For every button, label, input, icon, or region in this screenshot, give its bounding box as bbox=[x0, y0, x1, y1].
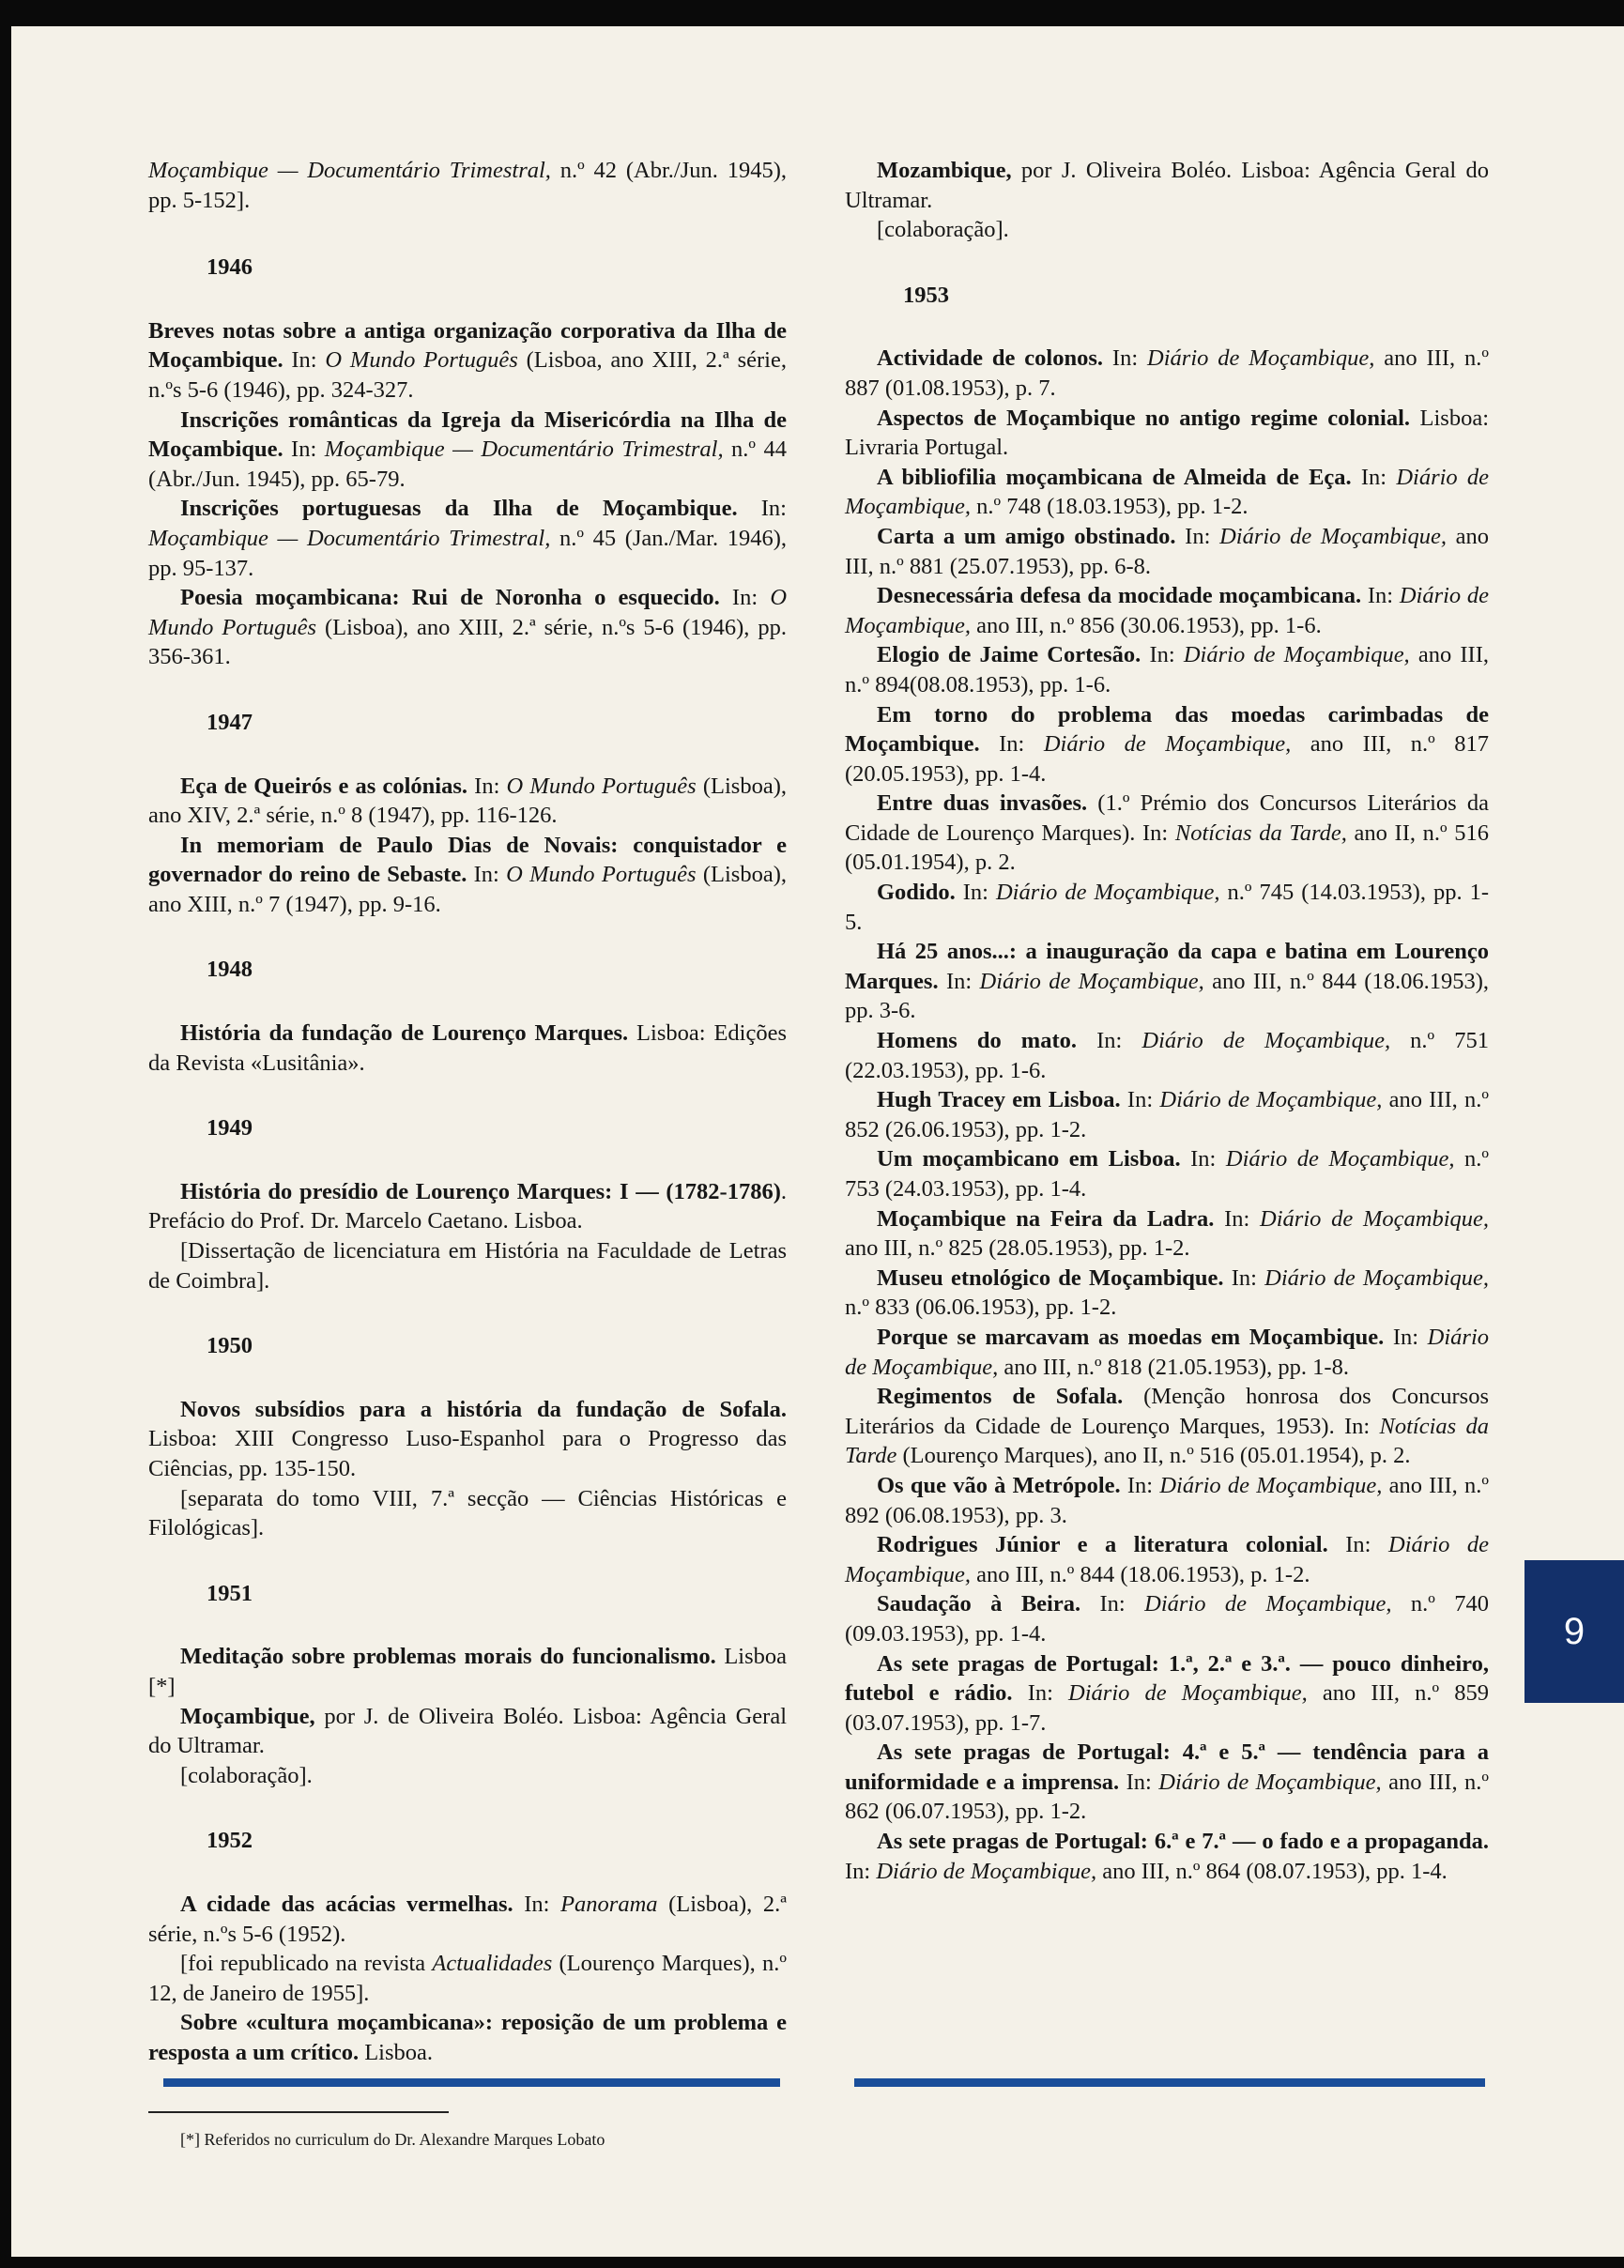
entry-publication: Diário de Moçambique, bbox=[1264, 1264, 1489, 1291]
right-column bbox=[845, 156, 1489, 1886]
bibliography-entry bbox=[845, 1144, 1489, 1203]
entry-title: Inscrições portuguesas da Ilha de Moçambique. bbox=[180, 496, 738, 522]
entry-title: Porque se marcavam as moedas em Moçambique. bbox=[877, 1324, 1385, 1350]
entry-publication: Diário de Moçambique, bbox=[995, 880, 1220, 906]
entry-publication: Diário de Moçambique, bbox=[979, 968, 1204, 994]
bibliography-entry bbox=[845, 1471, 1489, 1530]
entry-text: ano III, n.º 844 (18.06.1953), pp. 3-6. bbox=[845, 968, 1490, 1024]
entry-text: ano III, n.º 892 (06.08.1953), pp. 3. bbox=[845, 1472, 1489, 1528]
right-footer-bar bbox=[854, 2078, 1485, 2087]
entry-text: In: bbox=[1012, 1680, 1069, 1707]
bibliography-entry bbox=[845, 156, 1489, 215]
entry-title: Um moçambicano em Lisboa. bbox=[877, 1146, 1181, 1172]
year-heading: 1952 bbox=[207, 1828, 253, 1854]
bibliography-entry bbox=[148, 2008, 787, 2067]
entry-publication: Actualidades bbox=[432, 1951, 553, 1977]
entry-text: In: bbox=[283, 437, 325, 463]
entry-title: Novos subsídios para a história da fundação de Sofala. bbox=[180, 1396, 787, 1422]
entry-text: ano III, n.º 817 (20.05.1953), pp. 1-4. bbox=[845, 731, 1490, 787]
entry-text: ano III, n.º 887 (01.08.1953), p. 7. bbox=[845, 345, 1490, 401]
year-heading: 1950 bbox=[207, 1333, 253, 1359]
entry-title: Há 25 anos...: a inauguração da capa e batina em Lourenço Marques. bbox=[845, 939, 1489, 994]
entry-text: Lisboa. bbox=[359, 2039, 434, 2065]
entry-publication: Diário de Moçambique, bbox=[1043, 731, 1292, 758]
page-number: 9 bbox=[1563, 1610, 1586, 1652]
entry-text: ano III, n.º 856 (30.06.1953), pp. 1-6. bbox=[971, 612, 1322, 638]
bibliography-entry bbox=[845, 1323, 1489, 1382]
entry-text: n.º 45 (Jan./Mar. 1946), pp. 95-137. bbox=[148, 525, 787, 581]
entry-publication: Diário de Moçambique, bbox=[1158, 1769, 1382, 1795]
entry-title: As sete pragas de Portugal: 1.ª, 2.ª e 3.ª. — pouco dinheiro, futebol e rádio. bbox=[845, 1650, 1489, 1707]
entry-text: n.º 44 (Abr./Jun. 1945), pp. 65-79. bbox=[148, 437, 787, 492]
year-heading: 1949 bbox=[207, 1115, 253, 1142]
entry-text: In: bbox=[938, 968, 980, 994]
entry-text: [colaboração]. bbox=[180, 1762, 313, 1788]
entry-title: Breves notas sobre a antiga organização corporativa da Ilha de Moçambique. bbox=[148, 317, 787, 374]
entry-text: [Dissertação de licenciatura em História na Faculdade de Letras de Coimbra]. bbox=[148, 1238, 787, 1294]
footnote-rule bbox=[148, 2111, 449, 2113]
entry-text: ano II, n.º 516 (05.01.1954), p. 2. bbox=[845, 820, 1489, 876]
bibliography-entry bbox=[845, 789, 1489, 878]
entry-text: n.º 740 (09.03.1953), pp. 1-4. bbox=[845, 1591, 1490, 1647]
entry-text: (Lourenço Marques), ano II, n.º 516 (05.01.1954), p. 2. bbox=[896, 1443, 1411, 1469]
entry-text: (Lisboa), 2.ª série, n.ºs 5-6 (1952). bbox=[148, 1891, 787, 1947]
entry-title: Aspectos de Moçambique no antigo regime colonial. bbox=[877, 405, 1411, 431]
bibliography-entry bbox=[148, 1642, 787, 1701]
bibliography-entry bbox=[148, 583, 787, 672]
entry-publication: Diário de Moçambique, bbox=[1147, 345, 1375, 372]
entry-text: n.º 42 (Abr./Jun. 1945), pp. 5-152]. bbox=[148, 158, 787, 213]
bibliography-entry bbox=[845, 1085, 1489, 1144]
bibliography-entry bbox=[845, 1264, 1489, 1323]
entry-title: Elogio de Jaime Cortesão. bbox=[877, 642, 1141, 668]
entry-title: Desnecessária defesa da mocidade moçambicana. bbox=[877, 583, 1362, 609]
bibliography-entry bbox=[845, 463, 1489, 522]
entry-publication: Notícias da Tarde bbox=[845, 1413, 1490, 1469]
entry-text: (Lisboa), ano XIII, 2.ª série, n.ºs 5-6 (1946), pp. 356-361. bbox=[148, 614, 787, 670]
entry-title: Mozambique, bbox=[877, 158, 1012, 183]
entry-text: ano III, n.º 862 (06.07.1953), pp. 1-2. bbox=[845, 1769, 1490, 1825]
bibliography-entry bbox=[148, 831, 787, 920]
entry-text: n.º 753 (24.03.1953), pp. 1-4. bbox=[845, 1146, 1489, 1202]
document-page bbox=[11, 26, 1624, 2257]
year-heading: 1946 bbox=[207, 254, 253, 281]
bibliography-entry bbox=[845, 1649, 1489, 1739]
entry-text: In: bbox=[467, 862, 507, 888]
entry-text: In: bbox=[1223, 1264, 1265, 1291]
entry-text: In: bbox=[1180, 1146, 1226, 1172]
entry-text: In: bbox=[1120, 1472, 1160, 1498]
entry-text: Lisboa [*] bbox=[148, 1644, 788, 1699]
entry-publication: O Mundo Português bbox=[506, 773, 697, 799]
entry-text: (1.º Prémio dos Concursos Literários da Cidade de Lourenço Marques). In: bbox=[845, 790, 1489, 846]
entry-text: In: bbox=[979, 731, 1044, 758]
entry-text: por J. de Oliveira Boléo. Lisboa: Agência Geral do Ultramar. bbox=[148, 1703, 787, 1759]
entry-publication: O Mundo Português bbox=[506, 862, 697, 888]
bibliography-entry bbox=[845, 404, 1489, 463]
entry-title: Moçambique, bbox=[180, 1703, 315, 1729]
entry-title: Inscrições românticas da Igreja da Misericórdia na Ilha de Moçambique. bbox=[148, 406, 787, 463]
entry-publication: Diário de Moçambique, bbox=[845, 1324, 1490, 1380]
bibliography-entry bbox=[845, 1530, 1489, 1589]
bibliography-entry bbox=[148, 1395, 787, 1484]
entry-publication: Diário de Moçambique, bbox=[845, 1532, 1490, 1587]
entry-text: ano III, n.º 825 (28.05.1953), pp. 1-2. bbox=[845, 1235, 1190, 1262]
entry-publication: Diário de Moçambique, bbox=[1225, 1146, 1455, 1172]
bibliography-entry bbox=[148, 316, 787, 406]
bibliography-entry bbox=[148, 1890, 787, 1949]
entry-text: [colaboração]. bbox=[877, 217, 1009, 243]
entry-text: (Lisboa, ano XIII, 2.ª série, n.ºs 5-6 (1946), pp. 324-327. bbox=[148, 347, 787, 403]
bibliography-entry bbox=[148, 1177, 787, 1236]
bibliography-entry bbox=[148, 1761, 787, 1791]
footnote: [*] Referidos no curriculum do Dr. Alexandre Marques Lobato bbox=[180, 2129, 605, 2149]
entry-text: (Lourenço Marques), n.º 12, de Janeiro de 1955]. bbox=[148, 1951, 787, 2006]
bibliography-entry bbox=[148, 494, 787, 583]
entry-text: (Lisboa), ano XIII, n.º 7 (1947), pp. 9-16. bbox=[148, 862, 788, 917]
entry-text: In: bbox=[513, 1891, 561, 1917]
entry-title: História da fundação de Lourenço Marques. bbox=[180, 1020, 629, 1047]
bibliography-entry bbox=[845, 1827, 1489, 1886]
entry-title: Hugh Tracey em Lisboa. bbox=[877, 1087, 1121, 1113]
entry-text: In: bbox=[283, 347, 326, 374]
entry-title: Actividade de colonos. bbox=[877, 345, 1103, 372]
bibliography-entry bbox=[845, 1026, 1489, 1085]
entry-title: As sete pragas de Portugal: 6.ª e 7.ª — o fado e a propaganda. bbox=[877, 1829, 1489, 1855]
entry-title: Carta a um amigo obstinado. bbox=[877, 523, 1176, 549]
bibliography-entry bbox=[845, 522, 1489, 581]
bibliography-entry bbox=[845, 1204, 1489, 1264]
year-heading: 1947 bbox=[207, 709, 253, 735]
entry-publication: Diário de Moçambique, bbox=[1159, 1087, 1383, 1113]
bibliography-entry bbox=[148, 772, 787, 831]
entry-text: n.º 748 (18.03.1953), pp. 1-2. bbox=[971, 494, 1249, 520]
year-heading: 1953 bbox=[903, 282, 949, 308]
entry-publication: Diário de Moçambique, bbox=[1141, 1028, 1391, 1054]
entry-text: [separata do tomo VIII, 7.ª secção — Ciências Históricas e Filológicas]. bbox=[148, 1485, 787, 1541]
bibliography-entry bbox=[148, 406, 787, 495]
entry-text: In: bbox=[1327, 1532, 1389, 1558]
entry-title: As sete pragas de Portugal: 4.ª e 5.ª — tendência para a uniformidade e a imprensa. bbox=[845, 1739, 1489, 1795]
entry-title: A cidade das acácias vermelhas. bbox=[180, 1891, 513, 1917]
entry-publication: Moçambique — Documentário Trimestral, bbox=[324, 437, 724, 463]
entry-title: Godido. bbox=[877, 880, 956, 906]
entry-title: Entre duas invasões. bbox=[877, 790, 1088, 817]
entry-publication: Diário de Moçambique, bbox=[876, 1858, 1097, 1884]
entry-text: In: bbox=[1384, 1324, 1428, 1350]
entry-title: Regimentos de Sofala. bbox=[877, 1384, 1124, 1410]
bibliography-entry bbox=[845, 878, 1489, 937]
entry-publication: Panorama bbox=[560, 1891, 658, 1917]
entry-text: ano III, n.º 818 (21.05.1953), pp. 1-8. bbox=[998, 1354, 1349, 1380]
entry-publication: Notícias da Tarde, bbox=[1174, 820, 1347, 846]
entry-text: In: bbox=[1214, 1205, 1261, 1232]
bibliography-entry bbox=[148, 1236, 787, 1295]
entry-publication: Diário de Moçambique, bbox=[845, 464, 1490, 520]
entry-title: Homens do mato. bbox=[877, 1028, 1077, 1054]
entry-title: Os que vão à Metrópole. bbox=[877, 1472, 1121, 1498]
entry-text: Lisboa: Edições da Revista «Lusitânia». bbox=[148, 1020, 788, 1076]
bibliography-entry bbox=[845, 1589, 1489, 1648]
entry-text: [foi republicado na revista bbox=[180, 1951, 433, 1977]
page-number-tab bbox=[1524, 1560, 1624, 1703]
entry-title: A bibliofilia moçambicana de Almeida de Eça. bbox=[877, 464, 1352, 490]
entry-publication: Diário de Moçambique, bbox=[1068, 1680, 1308, 1707]
entry-title: Meditação sobre problemas morais do funcionalismo. bbox=[180, 1644, 716, 1670]
entry-publication: O Mundo Português bbox=[148, 585, 788, 640]
year-heading: 1948 bbox=[207, 957, 253, 983]
bibliography-entry bbox=[845, 344, 1489, 403]
entry-publication: Diário de Moçambique, bbox=[1219, 523, 1447, 549]
entry-title: Saudação à Beira. bbox=[877, 1591, 1081, 1617]
entry-text: In: bbox=[1119, 1769, 1159, 1795]
entry-text: ano III, n.º 881 (25.07.1953), pp. 6-8. bbox=[845, 523, 1490, 579]
entry-text: In: bbox=[1077, 1028, 1142, 1054]
entry-text: por J. Oliveira Boléo. Lisboa: Agência Geral do Ultramar. bbox=[845, 158, 1489, 213]
bibliography-entry bbox=[148, 1019, 787, 1078]
entry-publication: O Mundo Português bbox=[325, 347, 518, 374]
bibliography-entry bbox=[148, 1484, 787, 1543]
entry-text: n.º 833 (06.06.1953), pp. 1-2. bbox=[845, 1295, 1117, 1321]
entry-text: In: bbox=[955, 880, 996, 906]
bibliography-entry bbox=[845, 1738, 1489, 1827]
entry-text: In: bbox=[845, 1858, 877, 1884]
left-footer-bar bbox=[163, 2078, 780, 2087]
entry-title: Rodrigues Júnior e a literatura colonial. bbox=[877, 1532, 1328, 1558]
entry-title: Museu etnológico de Moçambique. bbox=[877, 1264, 1224, 1291]
entry-text: In: bbox=[1080, 1591, 1145, 1617]
entry-publication: Diário de Moçambique, bbox=[1183, 642, 1410, 668]
bibliography-entry bbox=[148, 1702, 787, 1761]
entry-text: In: bbox=[719, 585, 771, 611]
entry-text: (Menção honrosa dos Concursos Literários da Cidade de Lourenço Marques, 1953). In: bbox=[845, 1384, 1489, 1439]
entry-text: In: bbox=[1175, 523, 1220, 549]
entry-text: ano III, n.º 894(08.08.1953), pp. 1-6. bbox=[845, 642, 1489, 697]
bibliography-entry bbox=[148, 1949, 787, 2008]
entry-text: In: bbox=[737, 496, 787, 522]
entry-title: Eça de Queirós e as colónias. bbox=[180, 773, 467, 799]
entry-text: Lisboa: Livraria Portugal. bbox=[845, 405, 1489, 461]
year-heading: 1951 bbox=[207, 1580, 253, 1606]
entry-text: ano III, n.º 864 (08.07.1953), pp. 1-4. bbox=[1096, 1858, 1448, 1884]
entry-title: Poesia moçambicana: Rui de Noronha o esquecido. bbox=[180, 585, 720, 611]
entry-text: n.º 745 (14.03.1953), pp. 1-5. bbox=[845, 880, 1489, 935]
entry-text: ano III, n.º 844 (18.06.1953), p. 1-2. bbox=[971, 1561, 1310, 1587]
entry-text: In: bbox=[467, 773, 507, 799]
entry-title: Moçambique na Feira da Ladra. bbox=[877, 1205, 1215, 1232]
entry-publication: Diário de Moçambique, bbox=[845, 583, 1490, 638]
bibliography-entry bbox=[845, 700, 1489, 789]
entry-text: In: bbox=[1120, 1087, 1160, 1113]
entry-publication: Diário de Moçambique, bbox=[1260, 1205, 1489, 1232]
entry-text: In: bbox=[1103, 345, 1148, 372]
entry-text: Lisboa: XIII Congresso Luso-Espanhol para o Progresso das Ciências, pp. 135-150. bbox=[148, 1426, 787, 1481]
entry-title: História do presídio de Lourenço Marques: I — (1782-1786) bbox=[180, 1178, 781, 1204]
bibliography-entry bbox=[148, 156, 787, 215]
entry-text: ano III, n.º 852 (26.06.1953), pp. 1-2. bbox=[845, 1087, 1489, 1142]
entry-publication: Moçambique — Documentário Trimestral, bbox=[148, 158, 551, 183]
entry-text: (Lisboa), ano XIV, 2.ª série, n.º 8 (1947), pp. 116-126. bbox=[148, 773, 787, 829]
entry-text: ano III, n.º 859 (03.07.1953), pp. 1-7. bbox=[845, 1680, 1489, 1736]
entry-text: . Prefácio do Prof. Dr. Marcelo Caetano. Lisboa. bbox=[148, 1178, 787, 1234]
entry-text: n.º 751 (22.03.1953), pp. 1-6. bbox=[845, 1028, 1489, 1083]
bibliography-entry bbox=[845, 640, 1489, 699]
left-column bbox=[148, 156, 787, 2151]
entry-text: In: bbox=[1361, 583, 1400, 609]
entry-text: In: bbox=[1351, 464, 1397, 490]
entry-publication: Diário de Moçambique, bbox=[1144, 1591, 1392, 1617]
entry-publication: Diário de Moçambique, bbox=[1159, 1472, 1383, 1498]
bibliography-entry bbox=[845, 1382, 1489, 1471]
bibliography-entry bbox=[845, 215, 1489, 245]
entry-title: In memoriam de Paulo Dias de Novais: conquistador e governador do reino de Sebaste. bbox=[148, 832, 787, 888]
entry-title: Sobre «cultura moçambicana»: reposição de um problema e resposta a um crítico. bbox=[148, 2010, 787, 2065]
entry-text: In: bbox=[1141, 642, 1184, 668]
entry-publication: Moçambique — Documentário Trimestral, bbox=[148, 525, 551, 551]
bibliography-entry bbox=[845, 581, 1489, 640]
entry-title: Em torno do problema das moedas carimbadas de Moçambique. bbox=[845, 701, 1489, 758]
bibliography-entry bbox=[845, 937, 1489, 1026]
